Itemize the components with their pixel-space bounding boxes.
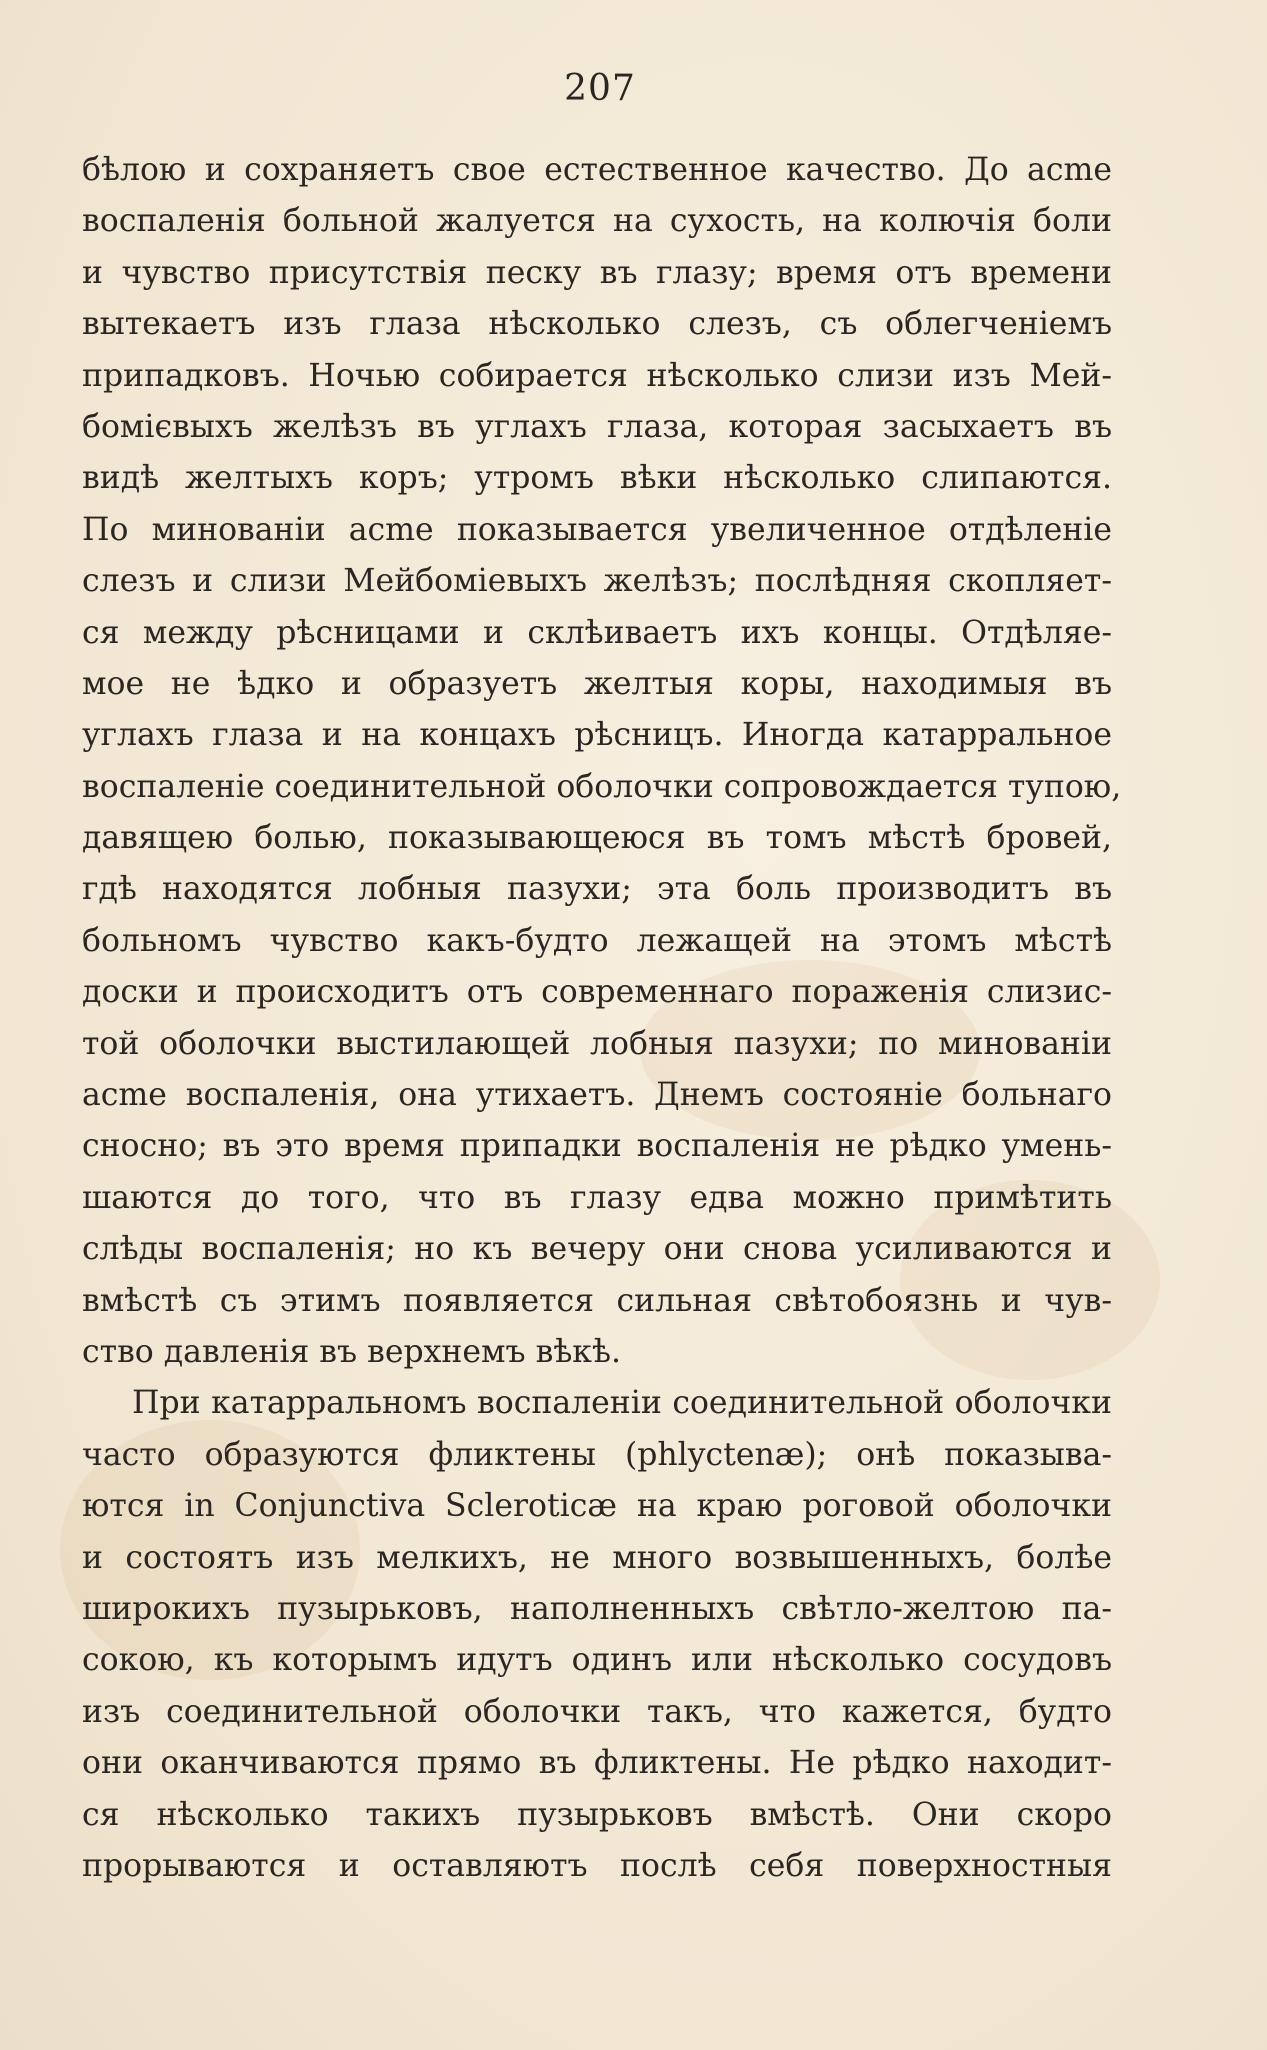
text-line: углахъ глаза и на концахъ рѣсницъ. Иногда катарральное [82, 717, 1112, 754]
text-line: сокою, къ которымъ идутъ одинъ или нѣсколько сосудовъ [82, 1642, 1112, 1679]
text-line: По минованіи acme показывается увеличенное отдѣленіе [82, 511, 1112, 548]
text-line: ся нѣсколько такихъ пузырьковъ вмѣстѣ. Они скоро [82, 1796, 1112, 1833]
text-line: воспаленіе соединительной оболочки сопровождается тупою, [82, 768, 1122, 805]
text-line: прорываются и оставляютъ послѣ себя поверхностныя [82, 1847, 1112, 1884]
text-line: бомієвыхъ желѣзъ въ углахъ глаза, которая засыхаетъ въ [82, 408, 1112, 445]
text-line: той оболочки выстилающей лобныя пазухи; по минованіи [82, 1025, 1112, 1062]
paragraph [82, 1378, 1112, 1892]
text-line: они оканчиваются прямо въ фликтены. Не рѣдко находит- [82, 1745, 1112, 1782]
text-line: слѣды воспаленія; но къ вечеру они снова усиливаются и [82, 1231, 1112, 1268]
text-line: изъ соединительной оболочки такъ, что кажется, будто [82, 1693, 1112, 1730]
text-line: ются in Conjunctiva Scleroticæ на краю роговой оболочки [82, 1488, 1112, 1525]
text-line: припадковъ. Ночью собирается нѣсколько слизи изъ Мей- [82, 357, 1112, 394]
text-line: вмѣстѣ съ этимъ появляется сильная свѣтобоязнь и чув- [82, 1282, 1112, 1319]
text-line: гдѣ находятся лобныя пазухи; эта боль производитъ въ [82, 871, 1112, 908]
text-line: acme воспаленія, она утихаетъ. Днемъ состояніе больнаго [82, 1077, 1112, 1114]
paragraph [82, 145, 1122, 1378]
text-line: часто образуются фликтены (phlyctenæ); онѣ показыва- [82, 1436, 1112, 1473]
text-line: давящею болью, показывающеюся въ томъ мѣстѣ бровей, [82, 820, 1112, 857]
text-line: слезъ и слизи Мейбоміевыхъ желѣзъ; послѣдняя скопляет- [82, 563, 1112, 600]
text-line: При катарральномъ воспаленіи соединительной оболочки [132, 1385, 1112, 1422]
text-line: широкихъ пузырьковъ, наполненныхъ свѣтло-желтою па- [82, 1590, 1112, 1627]
body-text [82, 145, 1122, 1892]
text-line: бѣлою и сохраняетъ свое естественное качество. До acme [82, 152, 1112, 188]
text-line: сносно; въ это время припадки воспаленія не рѣдко умень- [82, 1128, 1112, 1165]
text-line: и чувство присутствія песку въ глазу; время отъ времени [82, 254, 1112, 291]
text-line: видѣ желтыхъ коръ; утромъ вѣки нѣсколько слипаются. [82, 460, 1112, 497]
text-line: доски и происходитъ отъ современнаго пораженія слизис- [82, 974, 1112, 1011]
page-number: 207 [564, 68, 636, 109]
text-line: больномъ чувство какъ-будто лежащей на этомъ мѣстѣ [82, 922, 1112, 959]
text-line: ство давленія въ верхнемъ вѣкѣ. [82, 1333, 622, 1370]
text-line: вытекаетъ изъ глаза нѣсколько слезъ, съ облегченіемъ [82, 306, 1112, 343]
text-line: воспаленія больной жалуется на сухость, на колючія боли [82, 203, 1112, 240]
text-line: мое не ѣдко и образуетъ желтыя коры, находимыя въ [82, 665, 1112, 702]
text-line: ся между рѣсницами и склѣиваетъ ихъ концы. Отдѣляе- [82, 614, 1112, 651]
text-line: шаются до того, что въ глазу едва можно примѣтить [82, 1179, 1112, 1216]
text-line: и состоятъ изъ мелкихъ, не много возвышенныхъ, болѣе [82, 1539, 1112, 1576]
